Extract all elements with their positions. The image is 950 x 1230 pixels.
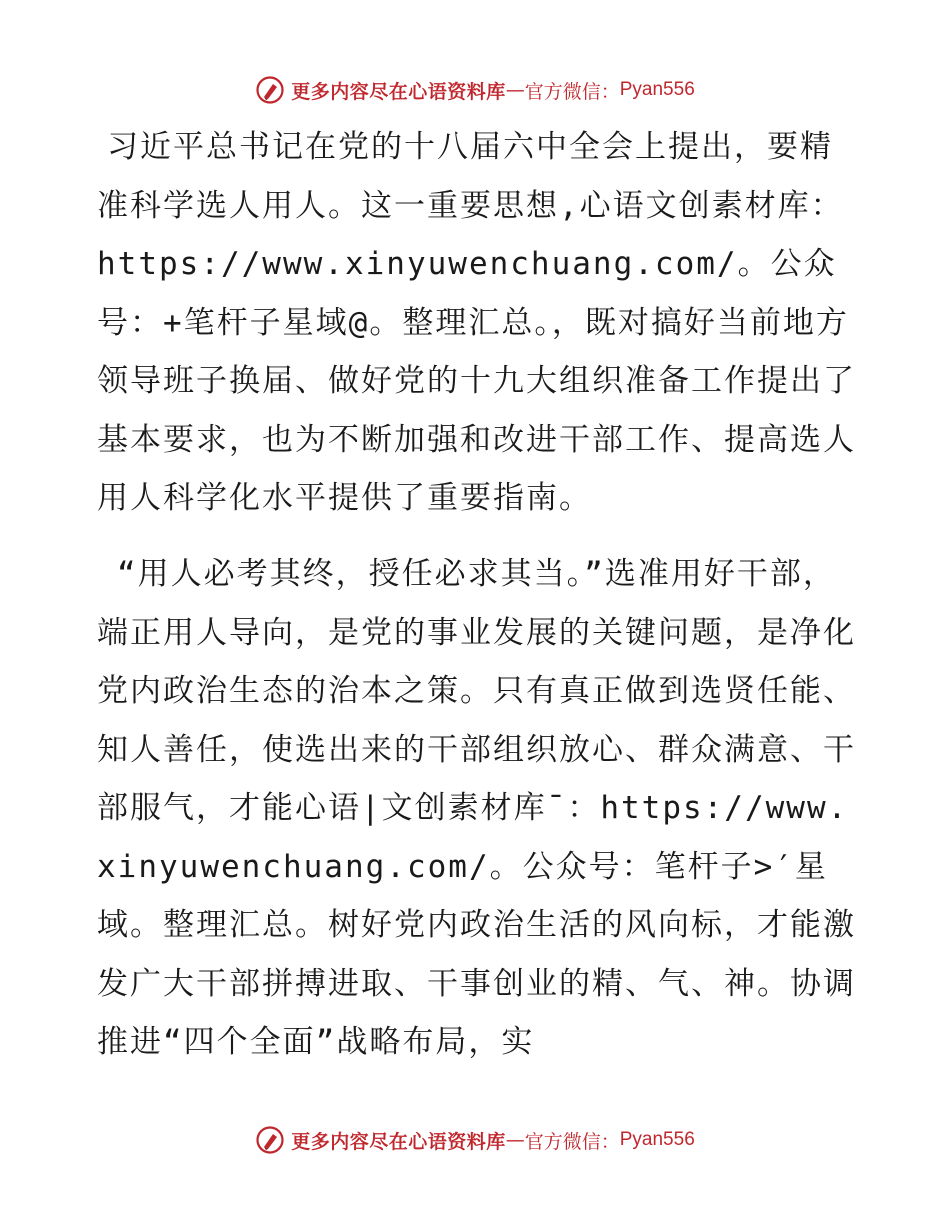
header-tagline: 更多内容尽在心语资料库 (291, 80, 506, 103)
body-paragraph-2: “用人必考其终，授任必求其当。”选准用好干部，端正用人导向，是党的事业发展的关键问题，是净化党内政治生态的治本之策。只有真正做到选贤任能、知人善任，使选出来的干部组织放心、群众满意、干部服气，才能心语|文创素材库¯：https://www.xinyuwenchuang.com/。公众号：笔杆子>′星域。整理汇总。树好党内政治生活的风向标，才能激发广大干部拼搏进取、干事创业的精、气、神。协调推进“四个全面”战略布局，实 (97, 556, 856, 1060)
footer-banner (0, 1120, 950, 1160)
header-contact-id: Pyan556 (619, 79, 695, 100)
body-paragraph-1: 习近平总书记在党的十八届六中全会上提出，要精准科学选人用人。这一重要思想,心语文创素材库：https://www.xinyuwenchuang.com/。公众号：+笔杆子星域@。整理汇总。，既对搞好当前地方领导班子换届、做好党的十九大组织准备工作提出了基本要求，也为不断加强和改进干部工作、提高选人用人科学化水平提供了重要指南。 (97, 129, 856, 516)
header-separator: — (505, 79, 525, 101)
footer-tagline: 更多内容尽在心语资料库 (291, 1130, 506, 1153)
footer-contact-label: 官方微信： (524, 1130, 620, 1153)
pen-nib-logo-icon (255, 1125, 285, 1155)
footer-contact-id: Pyan556 (619, 1129, 695, 1150)
pen-nib-logo-icon (255, 75, 285, 105)
header-contact-label: 官方微信： (524, 80, 620, 103)
footer-separator: — (505, 1129, 525, 1151)
header-banner (0, 70, 950, 110)
